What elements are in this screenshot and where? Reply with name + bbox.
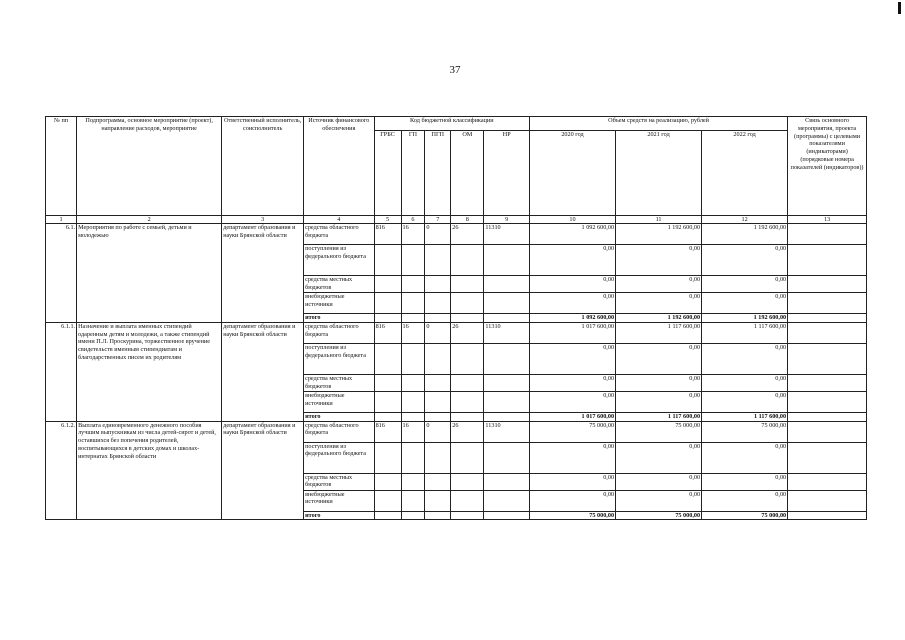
header-gp: ГП <box>401 131 425 216</box>
corner-mark <box>898 2 901 14</box>
budget-code-cell: 0 <box>425 224 451 245</box>
budget-code-cell <box>451 293 484 314</box>
amount-cell: 0,00 <box>530 442 616 473</box>
link-cell <box>788 473 867 490</box>
amount-cell: 0,00 <box>702 276 788 293</box>
budget-code-cell <box>451 412 484 421</box>
header-volume: Объем средств на реализацию, рублей <box>530 117 788 131</box>
budget-code-cell <box>401 293 425 314</box>
budget-code-cell <box>425 511 451 520</box>
budget-code-cell <box>401 442 425 473</box>
source-label: средства местных бюджетов <box>304 374 374 391</box>
budget-code-cell <box>374 511 401 520</box>
header-year-2020: 2020 год <box>530 131 616 216</box>
budget-code-cell <box>374 293 401 314</box>
budget-code-cell <box>374 490 401 511</box>
source-label: средства областного бюджета <box>304 224 374 245</box>
budget-code-cell: 0 <box>425 322 451 343</box>
amount-cell: 0,00 <box>616 391 702 412</box>
budget-code-cell <box>425 374 451 391</box>
item-number: 6.1.2. <box>46 421 77 520</box>
header-link: Связь основного мероприятия, проекта (программы) с целевыми показателями (индикаторами) (порядковые номера показателей (индикаторов)) <box>788 117 867 216</box>
budget-code-cell: 11310 <box>484 224 530 245</box>
item-executor: департамент образования и науки Брянской области <box>222 322 304 421</box>
budget-code-cell <box>401 276 425 293</box>
budget-code-cell: 26 <box>451 421 484 442</box>
budget-code-cell <box>425 293 451 314</box>
budget-code-cell: 16 <box>401 224 425 245</box>
budget-code-cell <box>374 442 401 473</box>
link-cell <box>788 314 867 323</box>
column-number: 13 <box>788 216 867 224</box>
budget-code-cell <box>425 490 451 511</box>
budget-code-cell <box>401 245 425 276</box>
amount-cell: 0,00 <box>530 293 616 314</box>
budget-code-cell <box>451 442 484 473</box>
link-cell <box>788 322 867 343</box>
amount-cell: 75 000,00 <box>616 511 702 520</box>
budget-code-cell <box>451 473 484 490</box>
amount-cell: 1 192 600,00 <box>702 224 788 245</box>
amount-cell: 0,00 <box>702 490 788 511</box>
header-source: Источник финансового обеспечения <box>304 117 374 216</box>
budget-code-cell <box>425 412 451 421</box>
header-budget-code: Код бюджетной классификации <box>374 117 529 131</box>
item-number: 6.1.1. <box>46 322 77 421</box>
amount-cell: 0,00 <box>702 245 788 276</box>
amount-cell: 0,00 <box>616 293 702 314</box>
amount-cell: 0,00 <box>702 391 788 412</box>
amount-cell: 0,00 <box>530 473 616 490</box>
source-label: внебюджетные источники <box>304 391 374 412</box>
column-number: 1 <box>46 216 77 224</box>
budget-code-cell: 26 <box>451 322 484 343</box>
budget-code-cell <box>425 442 451 473</box>
budget-code-cell: 816 <box>374 421 401 442</box>
source-label: поступления из федерального бюджета <box>304 343 374 374</box>
budget-code-cell <box>374 473 401 490</box>
budget-code-cell <box>425 391 451 412</box>
amount-cell: 1 117 600,00 <box>702 412 788 421</box>
link-cell <box>788 421 867 442</box>
amount-cell: 0,00 <box>616 490 702 511</box>
budget-code-cell <box>484 314 530 323</box>
amount-cell: 0,00 <box>702 473 788 490</box>
budget-code-cell <box>484 511 530 520</box>
amount-cell: 1 192 600,00 <box>616 314 702 323</box>
amount-cell: 0,00 <box>616 276 702 293</box>
amount-cell: 0,00 <box>702 442 788 473</box>
budget-code-cell <box>401 412 425 421</box>
budget-code-cell <box>374 374 401 391</box>
source-label: средства областного бюджета <box>304 421 374 442</box>
budget-code-cell: 816 <box>374 224 401 245</box>
amount-cell: 75 000,00 <box>530 511 616 520</box>
budget-code-cell <box>401 490 425 511</box>
header-pgp: ПГП <box>425 131 451 216</box>
budget-code-cell <box>484 442 530 473</box>
source-label: итого <box>304 511 374 520</box>
amount-cell: 1 092 600,00 <box>530 224 616 245</box>
header-program: Подпрограмма, основное мероприятие (проект), направление расходов, мероприятие <box>77 117 222 216</box>
link-cell <box>788 293 867 314</box>
budget-code-cell: 11310 <box>484 322 530 343</box>
column-number: 2 <box>77 216 222 224</box>
source-label: итого <box>304 314 374 323</box>
source-label: внебюджетные источники <box>304 293 374 314</box>
amount-cell: 0,00 <box>702 374 788 391</box>
budget-code-cell <box>484 293 530 314</box>
link-cell <box>788 490 867 511</box>
column-number: 11 <box>616 216 702 224</box>
item-name: Мероприятия по работе с семьей, детьми и молодежью <box>77 224 222 323</box>
amount-cell: 1 192 600,00 <box>702 314 788 323</box>
budget-code-cell <box>374 343 401 374</box>
budget-code-cell <box>401 374 425 391</box>
amount-cell: 0,00 <box>530 391 616 412</box>
budget-code-cell: 0 <box>425 421 451 442</box>
header-num: № пп <box>46 117 77 216</box>
budget-code-cell: 816 <box>374 322 401 343</box>
amount-cell: 0,00 <box>530 343 616 374</box>
budget-code-cell: 16 <box>401 322 425 343</box>
link-cell <box>788 391 867 412</box>
amount-cell: 1 092 600,00 <box>530 314 616 323</box>
table-row <box>46 322 867 343</box>
source-label: итого <box>304 412 374 421</box>
amount-cell: 0,00 <box>616 245 702 276</box>
budget-code-cell <box>484 473 530 490</box>
amount-cell: 0,00 <box>616 343 702 374</box>
amount-cell: 1 192 600,00 <box>616 224 702 245</box>
column-number: 8 <box>451 216 484 224</box>
link-cell <box>788 224 867 245</box>
item-number: 6.1. <box>46 224 77 323</box>
link-cell <box>788 245 867 276</box>
amount-cell: 0,00 <box>530 374 616 391</box>
budget-code-cell <box>374 245 401 276</box>
source-label: средства областного бюджета <box>304 322 374 343</box>
amount-cell: 0,00 <box>530 490 616 511</box>
budget-code-cell <box>425 314 451 323</box>
budget-code-cell <box>484 490 530 511</box>
budget-code-cell <box>451 245 484 276</box>
amount-cell: 0,00 <box>616 374 702 391</box>
column-number: 12 <box>702 216 788 224</box>
amount-cell: 75 000,00 <box>616 421 702 442</box>
item-executor: департамент образования и науки Брянской области <box>222 421 304 520</box>
budget-code-cell <box>425 343 451 374</box>
budget-code-cell <box>484 412 530 421</box>
source-label: поступления из федерального бюджета <box>304 245 374 276</box>
budget-code-cell <box>451 511 484 520</box>
budget-code-cell <box>484 343 530 374</box>
header-year-2022: 2022 год <box>702 131 788 216</box>
item-executor: департамент образования и науки Брянской области <box>222 224 304 323</box>
budget-code-cell <box>484 391 530 412</box>
budget-code-cell <box>451 391 484 412</box>
amount-cell: 0,00 <box>616 473 702 490</box>
amount-cell: 1 117 600,00 <box>616 322 702 343</box>
column-number: 10 <box>530 216 616 224</box>
budget-table <box>45 116 867 520</box>
budget-code-cell <box>425 473 451 490</box>
budget-code-cell <box>484 276 530 293</box>
budget-code-cell <box>401 314 425 323</box>
budget-code-cell <box>451 374 484 391</box>
budget-code-cell <box>484 245 530 276</box>
table-row <box>46 224 867 245</box>
header-year-2021: 2021 год <box>616 131 702 216</box>
table-body <box>46 224 867 520</box>
column-number: 4 <box>304 216 374 224</box>
source-label: поступления из федерального бюджета <box>304 442 374 473</box>
amount-cell: 0,00 <box>530 245 616 276</box>
budget-code-cell <box>425 276 451 293</box>
header-executor: Ответственный исполнитель, соисполнитель <box>222 117 304 216</box>
link-cell <box>788 511 867 520</box>
column-number: 5 <box>374 216 401 224</box>
budget-code-cell <box>401 343 425 374</box>
budget-code-cell <box>425 245 451 276</box>
header-grbs: ГРБС <box>374 131 401 216</box>
column-number: 3 <box>222 216 304 224</box>
table-row <box>46 421 867 442</box>
link-cell <box>788 442 867 473</box>
source-label: внебюджетные источники <box>304 490 374 511</box>
budget-code-cell <box>451 314 484 323</box>
budget-code-cell <box>484 374 530 391</box>
amount-cell: 0,00 <box>616 442 702 473</box>
budget-code-cell: 26 <box>451 224 484 245</box>
budget-code-cell <box>374 276 401 293</box>
budget-code-cell: 16 <box>401 421 425 442</box>
item-name: Выплата единовременного денежного пособия лучшим выпускникам из числа детей-сирот и детей, оставшихся без попечения родителей, воспитывающихся в детских домах и школах-интернатах Брянской области <box>77 421 222 520</box>
amount-cell: 75 000,00 <box>702 421 788 442</box>
budget-code-cell <box>374 412 401 421</box>
page-number: 37 <box>449 64 461 76</box>
amount-cell: 0,00 <box>702 343 788 374</box>
column-number: 7 <box>425 216 451 224</box>
amount-cell: 1 117 600,00 <box>702 322 788 343</box>
budget-code-cell <box>451 490 484 511</box>
budget-code-cell <box>451 343 484 374</box>
amount-cell: 0,00 <box>530 276 616 293</box>
source-label: средства местных бюджетов <box>304 276 374 293</box>
source-label: средства местных бюджетов <box>304 473 374 490</box>
item-name: Назначение и выплата именных стипендий одаренным детям и молодежи, а также стипендий имени П.Л. Проскурина, торжественное вручение свидетельств именным стипендиатам и благодарственных писем их родителям <box>77 322 222 421</box>
budget-code-cell <box>401 391 425 412</box>
amount-cell: 1 017 600,00 <box>530 322 616 343</box>
budget-code-cell <box>374 314 401 323</box>
link-cell <box>788 343 867 374</box>
amount-cell: 0,00 <box>702 293 788 314</box>
column-number-row <box>46 216 867 224</box>
amount-cell: 75 000,00 <box>702 511 788 520</box>
link-cell <box>788 374 867 391</box>
column-number: 6 <box>401 216 425 224</box>
budget-code-cell <box>374 391 401 412</box>
link-cell <box>788 412 867 421</box>
budget-code-cell <box>451 276 484 293</box>
amount-cell: 75 000,00 <box>530 421 616 442</box>
amount-cell: 1 117 600,00 <box>616 412 702 421</box>
link-cell <box>788 276 867 293</box>
column-number: 9 <box>484 216 530 224</box>
budget-code-cell <box>401 473 425 490</box>
header-nr: НР <box>484 131 530 216</box>
budget-code-cell <box>401 511 425 520</box>
header-om: ОМ <box>451 131 484 216</box>
amount-cell: 1 017 600,00 <box>530 412 616 421</box>
budget-code-cell: 11310 <box>484 421 530 442</box>
